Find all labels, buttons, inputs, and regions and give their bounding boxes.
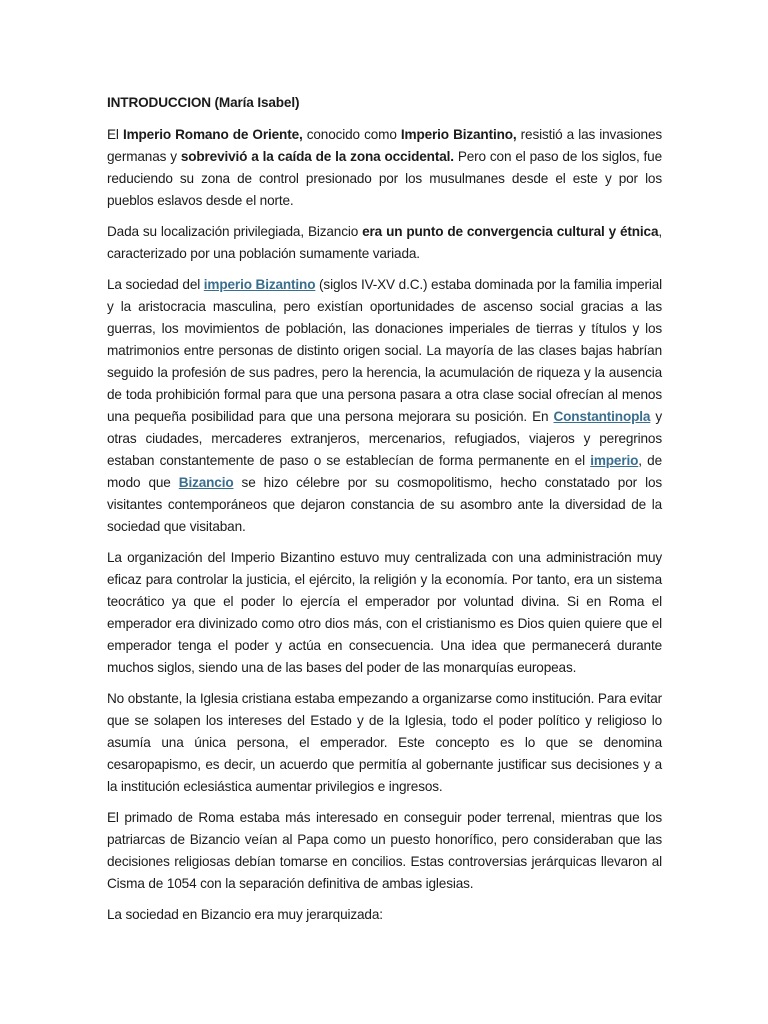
document-heading: INTRODUCCION (María Isabel) (107, 95, 300, 110)
text-run: , de modo que (107, 453, 662, 490)
text-run: Dada su localización privilegiada, Bizancio (107, 224, 363, 239)
text-run: La sociedad del (107, 277, 204, 292)
paragraph-5: No obstante, la Iglesia cristiana estaba empezando a organizarse como institución. Para evitar que se solapen los intereses del Estado y de la Iglesia, todo el poder político y religioso lo asumía una única persona, el emperador. Este concepto es lo que se denomina cesaropapismo, es decir, un acuerdo que permitía al gobernante justificar sus decisiones y a la institución eclesiástica aumentar privilegios e ingresos. (107, 691, 662, 794)
link-imperio-bizantino[interactable]: imperio Bizantino (203, 277, 316, 292)
bold-run: Imperio Romano de Oriente, (122, 127, 303, 142)
text-run: se hizo célebre por su cosmopolitismo, hecho constatado por los visitantes contemporáneos que dejaron constancia de su asombro ante la diversidad de la sociedad que visitaban. (107, 475, 662, 534)
bold-run: sobrevivió a la caída de la zona occidental. (180, 149, 454, 164)
document-page (107, 92, 662, 935)
text-run: Pero con el paso de los siglos, fue reduciendo su zona de control presionado por los musulmanes desde el este y por los pueblos eslavos desde el norte. (107, 149, 662, 208)
paragraph-6: El primado de Roma estaba más interesado en conseguir poder terrenal, mientras que los patriarcas de Bizancio veían al Papa como un puesto honorífico, pero consideraban que las decisiones religiosas debían tomarse en concilios. Estas controversias jerárquicas llevaron al Cisma de 1054 con la separación definitiva de ambas iglesias. (107, 810, 662, 891)
paragraph-1 (107, 124, 662, 212)
bold-run: Imperio Bizantino, (400, 127, 517, 142)
link-bizancio[interactable]: Bizancio (178, 475, 234, 490)
bold-run: era un punto de convergencia cultural y étnica (362, 224, 659, 239)
paragraph-2 (107, 221, 662, 265)
paragraph-7: La sociedad en Bizancio era muy jerarquizada: (107, 907, 383, 922)
text-run: (siglos IV-XV d.C.) estaba dominada por la familia imperial y la aristocracia masculina, pero existían oportunidades de ascenso social gracias a las guerras, los movimientos de población, las donaciones imperiales de tierras y títulos y los matrimonios entre personas de distinto origen social. La mayoría de las clases bajas habrían seguido la profesión de sus padres, pero la herencia, la acumulación de riqueza y la ausencia de toda prohibición formal para que una persona pasara a otra clase social ofrecían al menos una pequeña posibilidad para que una persona mejorara su posición. En (107, 277, 663, 424)
text-run: , caracterizado por una población sumamente variada. (107, 224, 663, 261)
paragraph-3 (107, 274, 662, 538)
text-run: resistió a las invasiones germanas y (107, 127, 663, 164)
text-run: conocido como (302, 127, 401, 142)
text-run: y otras ciudades, mercaderes extranjeros, mercenarios, refugiados, viajeros y peregrinos estaban constantemente de paso o se establecían de forma permanente en el (107, 409, 662, 468)
text-run: El (107, 127, 123, 142)
paragraph-4: La organización del Imperio Bizantino estuvo muy centralizada con una administración muy eficaz para controlar la justicia, el ejército, la religión y la economía. Por tanto, era un sistema teocrático ya que el poder lo ejercía el emperador por voluntad divina. Si en Roma el emperador era divinizado como otro dios más, con el cristianismo es Dios quien quiere que el emperador tenga el poder y actúa en consecuencia. Una idea que permanecerá durante muchos siglos, siendo una de las bases del poder de las monarquías europeas. (107, 550, 662, 675)
link-imperio[interactable]: imperio (590, 453, 639, 468)
link-constantinopla[interactable]: Constantinopla (553, 409, 651, 424)
